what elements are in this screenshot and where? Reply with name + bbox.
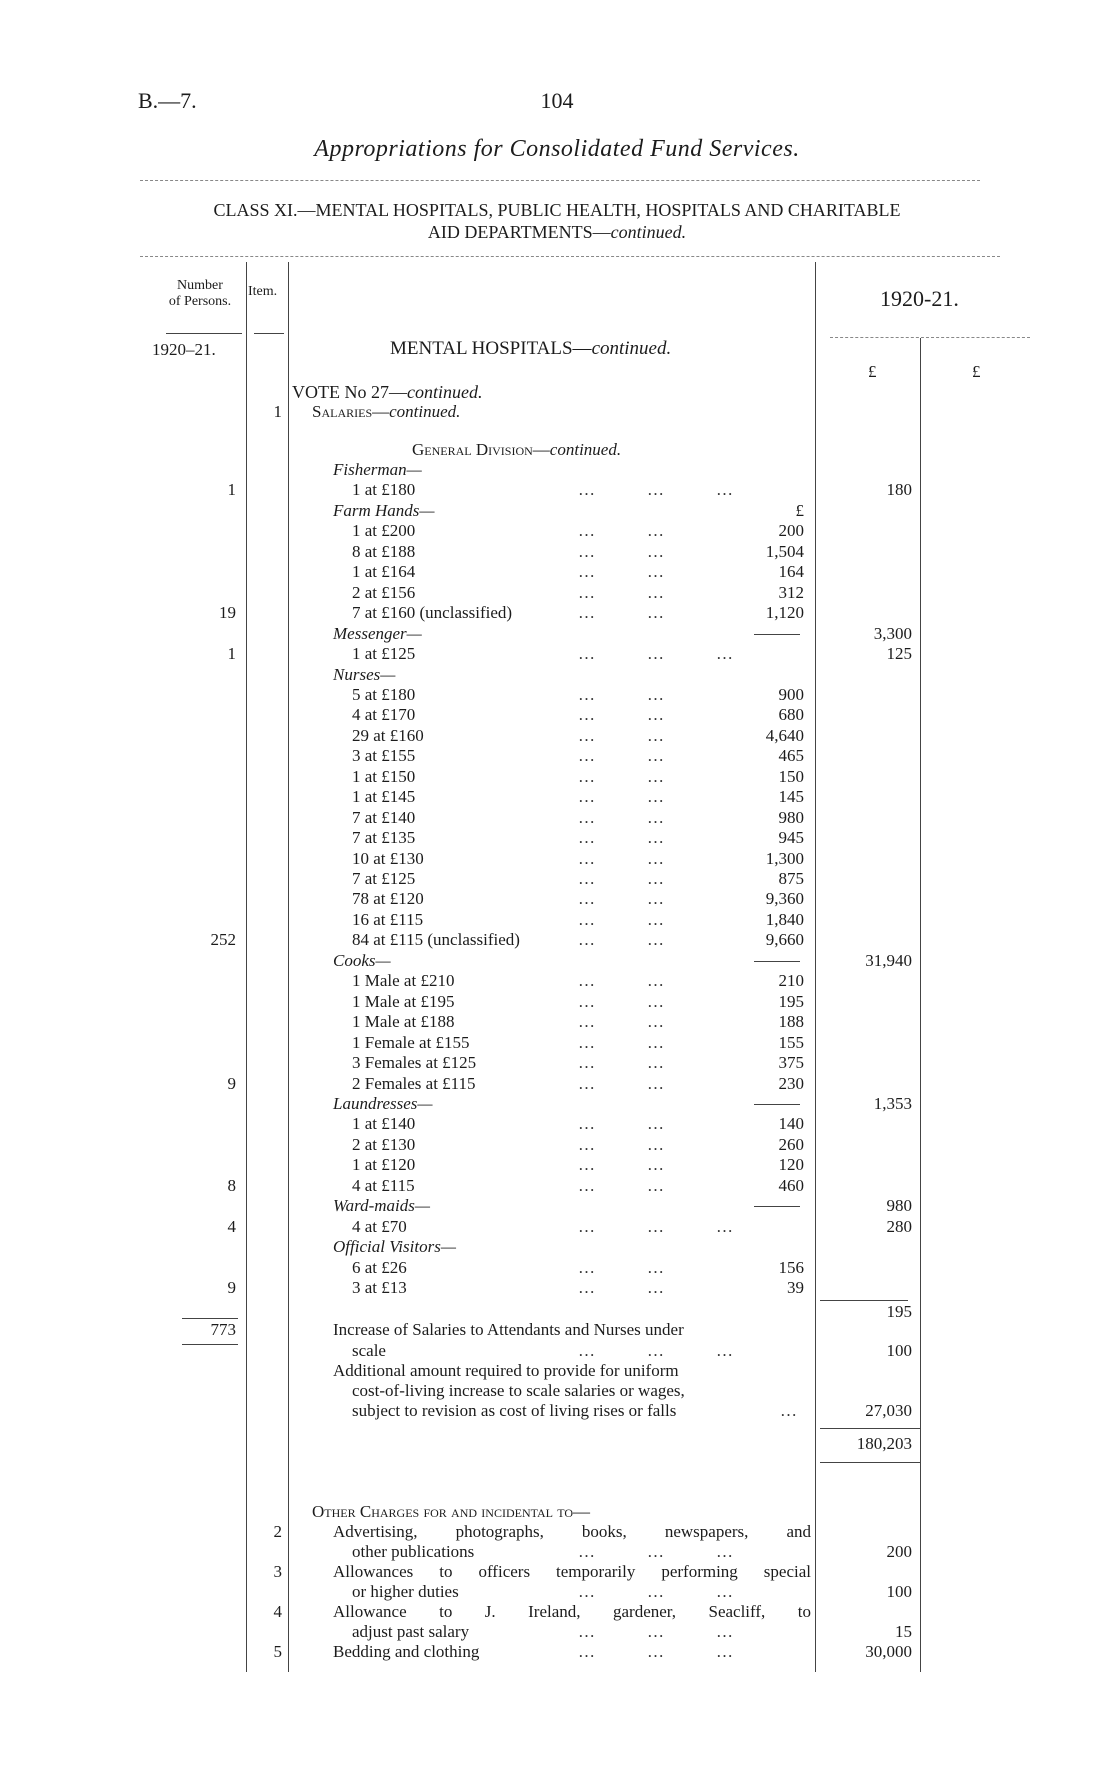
leader-dots: … … …	[578, 1217, 735, 1236]
leader-dots: … …	[578, 787, 666, 806]
salary-line: 7 at £125	[352, 869, 416, 888]
other-item-number: 5	[273, 1642, 282, 1661]
item-column-rule	[288, 262, 289, 1672]
leader-dots: … …	[578, 1155, 666, 1174]
salary-line: 7 at £140	[352, 808, 416, 827]
salary-line: 1 at £180	[352, 480, 416, 499]
additional-line2: cost-of-living increase to scale salaries or wages,	[352, 1381, 685, 1400]
document-reference: B.—7.	[138, 88, 197, 113]
grand-total-rule-bottom	[820, 1462, 920, 1463]
salary-line: 7 at £135	[352, 828, 416, 847]
page-title: Appropriations for Consolidated Fund Services.	[314, 136, 800, 162]
item-amount: 1,504	[765, 542, 804, 561]
item-amount: 312	[778, 583, 804, 602]
salary-line: 1 Female at £155	[352, 1033, 470, 1052]
salary-line: 1 at £150	[352, 767, 416, 786]
salary-line: 2 at £156	[352, 583, 416, 602]
other-item-text-cont: or higher duties	[352, 1582, 459, 1601]
leader-dots: … …	[578, 1012, 666, 1031]
subtotal-amount: 980	[886, 1196, 912, 1215]
item-amount: 1,840	[765, 910, 804, 929]
salary-line: 1 Male at £195	[352, 992, 455, 1011]
item-amount: 875	[778, 869, 804, 888]
increase-leader-dots: … … …	[578, 1341, 735, 1360]
other-item-leader-dots: … … …	[578, 1582, 735, 1601]
salaries-continued: continued.	[389, 402, 461, 421]
amount1-column-rule	[815, 262, 816, 1672]
item-amount: 195	[778, 992, 804, 1011]
persons-count: 4	[227, 1217, 236, 1236]
other-item-text: Advertising, photographs, books, newspapers, and	[333, 1522, 811, 1541]
subtotal-amount: 1,353	[873, 1094, 912, 1113]
pound-sign-col1: £	[868, 362, 877, 381]
item-amount: 460	[778, 1176, 804, 1195]
subtotal-amount: 280	[886, 1217, 912, 1236]
item-header: Item.	[248, 284, 278, 299]
leader-dots: … …	[578, 521, 666, 540]
leader-dots: … …	[578, 542, 666, 561]
salary-line: 29 at £160	[352, 726, 424, 745]
section-heading	[390, 338, 671, 360]
salary-line: 10 at £130	[352, 849, 424, 868]
item-amount: 900	[778, 685, 804, 704]
division-text: General Division—	[412, 440, 550, 459]
item-amount: 9,660	[765, 930, 804, 949]
additional-amount: 27,030	[865, 1401, 912, 1420]
subtotal-amount: 180	[886, 480, 912, 499]
division-heading	[412, 440, 621, 460]
increase-line2: scale	[352, 1341, 386, 1360]
additional-line1: Additional amount required to provide for uniform	[333, 1361, 679, 1380]
leader-dots: … … …	[578, 480, 735, 499]
subtotal-amount: 125	[886, 644, 912, 663]
leader-dots: … …	[578, 746, 666, 765]
other-item-amount: 100	[886, 1582, 912, 1601]
other-item-leader-dots: … … …	[578, 1622, 735, 1641]
salary-line: 3 Females at £125	[352, 1053, 477, 1072]
leader-dots: … …	[578, 1176, 666, 1195]
other-item-text: Allowance to J. Ireland, gardener, Seacliff, to	[333, 1602, 811, 1621]
number-header-line2: of Persons.	[168, 294, 232, 309]
persons-total-rule-top	[182, 1318, 238, 1319]
persons-count: 1	[227, 644, 236, 663]
other-item-amount: 30,000	[865, 1642, 912, 1661]
item-amount: 200	[778, 521, 804, 540]
division-continued: continued.	[549, 440, 622, 459]
number-of-persons-header	[160, 278, 240, 310]
salaries-text: Salaries—	[312, 402, 390, 421]
item-amount: 150	[778, 767, 804, 786]
salary-line: 3 at £13	[352, 1278, 407, 1297]
category-heading: Laundresses—	[333, 1094, 433, 1113]
leader-dots: … …	[578, 828, 666, 847]
leader-dots: … …	[578, 869, 666, 888]
leader-dots: … … …	[578, 644, 735, 663]
other-charges-heading: Other Charges for and incidental to—	[312, 1502, 591, 1521]
item-amount: 164	[778, 562, 804, 581]
additional-line3: subject to revision as cost of living rises or falls	[352, 1401, 677, 1420]
leader-dots: … …	[578, 1278, 666, 1297]
increase-line1: Increase of Salaries to Attendants and Nurses under	[333, 1320, 684, 1339]
item-amount: 260	[778, 1135, 804, 1154]
persons-total-rule-bottom	[182, 1344, 238, 1345]
leader-dots: … …	[578, 910, 666, 929]
salary-line: 4 at £70	[352, 1217, 407, 1236]
leader-dots: … …	[578, 1258, 666, 1277]
persons-count: 19	[219, 603, 236, 622]
other-item-text-cont: other publications	[352, 1542, 475, 1561]
category-heading: Ward-maids—	[333, 1196, 430, 1215]
other-item-amount: 15	[895, 1622, 912, 1641]
other-item-number: 2	[273, 1522, 282, 1541]
salary-line: 16 at £115	[352, 910, 424, 929]
category-heading: Messenger—	[333, 624, 422, 643]
leader-dots: … …	[578, 726, 666, 745]
grand-total: 180,203	[856, 1434, 912, 1453]
leader-dots: … …	[578, 849, 666, 868]
class-heading-line2	[0, 222, 1114, 243]
item-amount: 4,640	[765, 726, 804, 745]
salary-line: 3 at £155	[352, 746, 416, 765]
category-heading: Nurses—	[333, 665, 396, 684]
item-amount: 1,300	[765, 849, 804, 868]
amount2-column-rule	[920, 338, 921, 1672]
subtotal-amount: 31,940	[865, 951, 912, 970]
salary-line: 1 at £145	[352, 787, 416, 806]
salaries-item-number: 1	[273, 402, 282, 421]
item-amount: 375	[778, 1053, 804, 1072]
salary-line: 1 at £140	[352, 1114, 416, 1133]
persons-count: 252	[210, 930, 236, 949]
salary-line: 5 at £180	[352, 685, 416, 704]
persons-count: 8	[227, 1176, 236, 1195]
salary-line: 78 at £120	[352, 889, 424, 908]
subtotal-rule	[754, 961, 800, 962]
salary-line: 1 at £164	[352, 562, 416, 581]
leader-dots: … …	[578, 767, 666, 786]
leader-dots: … …	[578, 1033, 666, 1052]
heading-rule	[140, 256, 1000, 257]
item-amount: 188	[778, 1012, 804, 1031]
leader-dots: … …	[578, 583, 666, 602]
salary-line: 2 at £130	[352, 1135, 416, 1154]
item-amount: 140	[778, 1114, 804, 1133]
item-amount: 945	[778, 828, 804, 847]
leader-dots: … …	[578, 971, 666, 990]
salary-line: 4 at £170	[352, 705, 416, 724]
salary-line: 1 at £125	[352, 644, 416, 663]
visitors-total: 195	[886, 1302, 912, 1321]
category-heading: Fisherman—	[333, 460, 422, 479]
salary-line: 4 at £115	[352, 1176, 415, 1195]
other-item-text: Allowances to officers temporarily performing special	[333, 1562, 811, 1581]
subtotal-rule	[754, 1206, 800, 1207]
leader-dots: … …	[578, 930, 666, 949]
class-heading-line1: CLASS XI.—MENTAL HOSPITALS, PUBLIC HEALTH, HOSPITALS AND CHARITABLE	[213, 200, 901, 220]
additional-leader-dots: …	[780, 1401, 799, 1420]
leader-dots: … …	[578, 889, 666, 908]
item-amount: 9,360	[765, 889, 804, 908]
item-amount: 210	[778, 971, 804, 990]
category-heading: Official Visitors—	[333, 1237, 456, 1256]
salary-line: 1 at £120	[352, 1155, 416, 1174]
page-number: 104	[540, 88, 574, 113]
persons-count: 9	[227, 1278, 236, 1297]
leader-dots: … …	[578, 1053, 666, 1072]
persons-count: 9	[227, 1074, 236, 1093]
other-item-leader-dots: … … …	[578, 1542, 735, 1561]
leader-dots: … …	[578, 685, 666, 704]
number-header-line1: Number	[177, 278, 223, 293]
item-amount: 155	[778, 1033, 804, 1052]
salary-line: 7 at £160 (unclassified)	[352, 603, 513, 622]
salary-line: 2 Females at £115	[352, 1074, 476, 1093]
class-heading-line2-text: AID DEPARTMENTS—	[427, 222, 611, 242]
item-amount: 680	[778, 705, 804, 724]
item-amount: 230	[778, 1074, 804, 1093]
vote-continued: continued.	[407, 382, 483, 402]
other-item-number: 3	[273, 1562, 282, 1581]
item-head-rule	[254, 333, 284, 334]
other-item-text: Bedding and clothing	[333, 1642, 480, 1661]
salary-line: 84 at £115 (unclassified)	[352, 930, 520, 949]
persons-total: 773	[210, 1320, 236, 1339]
persons-year: 1920–21.	[152, 340, 216, 359]
salary-line: 1 Male at £210	[352, 971, 455, 990]
persons-column-rule	[246, 262, 247, 1672]
leader-dots: … …	[578, 603, 666, 622]
item-amount: 465	[778, 746, 804, 765]
leader-dots: … …	[578, 1135, 666, 1154]
item-amount: 980	[778, 808, 804, 827]
item-amount: £	[795, 501, 804, 520]
leader-dots: … …	[578, 562, 666, 581]
grand-total-rule-top	[820, 1428, 920, 1429]
leader-dots: … …	[578, 992, 666, 1011]
persons-head-rule	[166, 333, 242, 334]
leader-dots: … …	[578, 1074, 666, 1093]
salary-line: 1 at £200	[352, 521, 416, 540]
category-heading: Farm Hands—	[333, 501, 435, 520]
vote-text: VOTE No 27—	[292, 382, 407, 402]
other-item-amount: 200	[886, 1542, 912, 1561]
section-heading-continued: continued.	[591, 338, 672, 359]
other-item-leader-dots: … … …	[578, 1642, 735, 1661]
vote-line	[292, 382, 482, 403]
pound-sign-col2: £	[972, 362, 981, 381]
item-amount: 120	[778, 1155, 804, 1174]
visitors-total-rule	[820, 1300, 908, 1301]
other-item-number: 4	[273, 1602, 282, 1621]
category-heading: Cooks—	[333, 951, 391, 970]
leader-dots: … …	[578, 1114, 666, 1133]
title-rule	[140, 180, 980, 181]
year-head-rule	[830, 337, 1030, 338]
subtotal-rule	[754, 1104, 800, 1105]
other-item-text-cont: adjust past salary	[352, 1622, 470, 1641]
salaries-line	[312, 402, 460, 422]
leader-dots: … …	[578, 705, 666, 724]
class-heading-continued: continued.	[610, 222, 687, 242]
item-amount: 156	[778, 1258, 804, 1277]
subtotal-rule	[754, 634, 800, 635]
increase-amount: 100	[886, 1341, 912, 1360]
year-header: 1920-21.	[880, 286, 959, 311]
leader-dots: … …	[578, 808, 666, 827]
salary-line: 6 at £26	[352, 1258, 407, 1277]
item-amount: 1,120	[765, 603, 804, 622]
persons-count: 1	[227, 480, 236, 499]
item-amount: 145	[778, 787, 804, 806]
item-amount: 39	[787, 1278, 804, 1297]
salary-line: 1 Male at £188	[352, 1012, 455, 1031]
section-heading-text: MENTAL HOSPITALS—	[390, 338, 592, 359]
salary-line: 8 at £188	[352, 542, 416, 561]
subtotal-amount: 3,300	[873, 624, 912, 643]
